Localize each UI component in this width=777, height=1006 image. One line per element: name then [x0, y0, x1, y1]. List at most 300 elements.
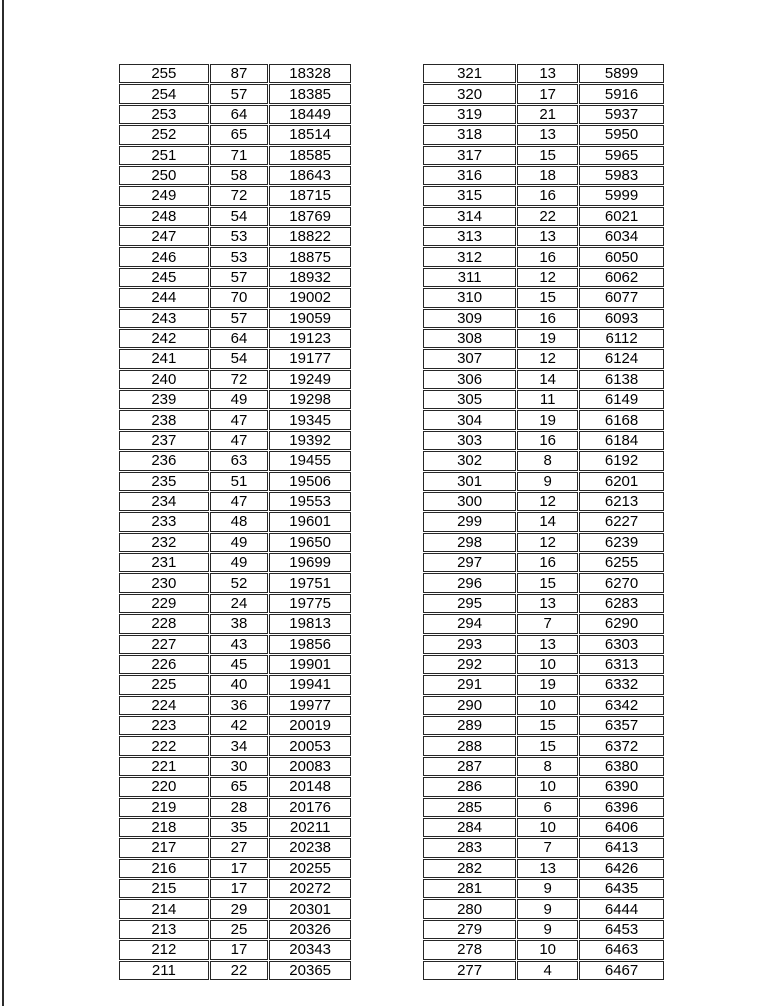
table-row: [423, 247, 664, 266]
table-cell: 45: [210, 655, 269, 674]
table-row: [119, 410, 351, 429]
table-cell: 244: [119, 288, 209, 307]
table-row: [423, 146, 664, 165]
table-cell: 9: [517, 899, 578, 918]
table-cell: 16: [517, 553, 578, 572]
table-cell: 17: [517, 84, 578, 103]
table-cell: 15: [517, 573, 578, 592]
table-cell: 6290: [579, 614, 664, 633]
table-cell: 6303: [579, 635, 664, 654]
table-cell: 19: [517, 410, 578, 429]
table-row: [119, 920, 351, 939]
table-row: [119, 757, 351, 776]
table-cell: 16: [517, 247, 578, 266]
table-cell: 314: [423, 207, 516, 226]
table-cell: 281: [423, 879, 516, 898]
table-cell: 313: [423, 227, 516, 246]
table-row: [423, 431, 664, 450]
table-cell: 216: [119, 859, 209, 878]
table-cell: 214: [119, 899, 209, 918]
table-cell: 231: [119, 553, 209, 572]
table-row: [423, 451, 664, 470]
table-cell: 20053: [269, 736, 351, 755]
table-cell: 225: [119, 675, 209, 694]
table-row: [423, 533, 664, 552]
table-row: [119, 533, 351, 552]
table-row: [119, 309, 351, 328]
table-row: [119, 940, 351, 959]
table-cell: 6372: [579, 736, 664, 755]
table-cell: 9: [517, 879, 578, 898]
table-row: [119, 736, 351, 755]
table-cell: 19699: [269, 553, 351, 572]
table-cell: 28: [210, 798, 269, 817]
table-cell: 319: [423, 105, 516, 124]
table-cell: 51: [210, 472, 269, 491]
table-row: [423, 512, 664, 531]
table-cell: 6332: [579, 675, 664, 694]
table-row: [119, 186, 351, 205]
table-row: [423, 573, 664, 592]
table-cell: 18875: [269, 247, 351, 266]
table-row: [423, 166, 664, 185]
table-cell: 6313: [579, 655, 664, 674]
table-row: [119, 675, 351, 694]
table-row: [119, 451, 351, 470]
table-row: [423, 716, 664, 735]
table-cell: 308: [423, 329, 516, 348]
table-cell: 287: [423, 757, 516, 776]
table-cell: 19856: [269, 635, 351, 654]
table-cell: 19: [517, 329, 578, 348]
table-cell: 288: [423, 736, 516, 755]
table-cell: 16: [517, 431, 578, 450]
table-cell: 5983: [579, 166, 664, 185]
table-cell: 6213: [579, 492, 664, 511]
table-cell: 289: [423, 716, 516, 735]
table-cell: 12: [517, 533, 578, 552]
table-cell: 15: [517, 716, 578, 735]
table-row: [119, 125, 351, 144]
table-cell: 72: [210, 186, 269, 205]
table-cell: 72: [210, 370, 269, 389]
table-cell: 6453: [579, 920, 664, 939]
table-cell: 6227: [579, 512, 664, 531]
table-cell: 9: [517, 472, 578, 491]
table-cell: 19775: [269, 594, 351, 613]
table-row: [423, 553, 664, 572]
table-cell: 15: [517, 146, 578, 165]
table-cell: 19977: [269, 696, 351, 715]
table-cell: 286: [423, 777, 516, 796]
table-cell: 243: [119, 309, 209, 328]
table-cell: 234: [119, 492, 209, 511]
table-cell: 20326: [269, 920, 351, 939]
table-cell: 35: [210, 818, 269, 837]
table-cell: 6201: [579, 472, 664, 491]
table-row: [119, 105, 351, 124]
table-cell: 12: [517, 349, 578, 368]
table-row: [423, 757, 664, 776]
table-cell: 16: [517, 309, 578, 328]
table-cell: 293: [423, 635, 516, 654]
table-cell: 250: [119, 166, 209, 185]
table-cell: 321: [423, 64, 516, 83]
table-cell: 6413: [579, 838, 664, 857]
table-row: [423, 105, 664, 124]
table-row: [423, 879, 664, 898]
table-cell: 54: [210, 207, 269, 226]
table-cell: 20238: [269, 838, 351, 857]
table-row: [119, 64, 351, 83]
table-cell: 12: [517, 268, 578, 287]
table-cell: 87: [210, 64, 269, 83]
table-cell: 279: [423, 920, 516, 939]
table-cell: 291: [423, 675, 516, 694]
table-cell: 285: [423, 798, 516, 817]
table-row: [119, 838, 351, 857]
table-cell: 228: [119, 614, 209, 633]
table-cell: 6390: [579, 777, 664, 796]
table-cell: 19601: [269, 512, 351, 531]
table-cell: 6093: [579, 309, 664, 328]
table-cell: 254: [119, 84, 209, 103]
table-cell: 247: [119, 227, 209, 246]
table-cell: 15: [517, 736, 578, 755]
table-cell: 239: [119, 390, 209, 409]
table-cell: 212: [119, 940, 209, 959]
table-row: [423, 940, 664, 959]
table-cell: 222: [119, 736, 209, 755]
table-cell: 19813: [269, 614, 351, 633]
table-row: [423, 899, 664, 918]
table-cell: 57: [210, 309, 269, 328]
table-cell: 246: [119, 247, 209, 266]
table-cell: 277: [423, 961, 516, 981]
table-cell: 249: [119, 186, 209, 205]
table-cell: 238: [119, 410, 209, 429]
table-row: [119, 390, 351, 409]
table-row: [119, 431, 351, 450]
table-cell: 237: [119, 431, 209, 450]
table-cell: 240: [119, 370, 209, 389]
table-cell: 49: [210, 553, 269, 572]
table-cell: 6357: [579, 716, 664, 735]
table-cell: 58: [210, 166, 269, 185]
table-cell: 19: [517, 675, 578, 694]
table-cell: 278: [423, 940, 516, 959]
table-cell: 49: [210, 533, 269, 552]
table-row: [423, 84, 664, 103]
table-cell: 10: [517, 777, 578, 796]
table-cell: 283: [423, 838, 516, 857]
table-cell: 43: [210, 635, 269, 654]
table-cell: 18822: [269, 227, 351, 246]
table-cell: 6270: [579, 573, 664, 592]
table-row: [423, 961, 664, 981]
table-cell: 13: [517, 227, 578, 246]
left-score-table: [118, 63, 352, 981]
table-cell: 13: [517, 64, 578, 83]
table-row: [423, 798, 664, 817]
table-cell: 17: [210, 859, 269, 878]
table-cell: 6342: [579, 696, 664, 715]
table-cell: 11: [517, 390, 578, 409]
table-cell: 232: [119, 533, 209, 552]
table-row: [423, 288, 664, 307]
table-cell: 312: [423, 247, 516, 266]
table-row: [423, 818, 664, 837]
table-cell: 252: [119, 125, 209, 144]
table-cell: 305: [423, 390, 516, 409]
table-cell: 6112: [579, 329, 664, 348]
table-cell: 245: [119, 268, 209, 287]
table-row: [423, 329, 664, 348]
table-cell: 9: [517, 920, 578, 939]
table-cell: 49: [210, 390, 269, 409]
table-cell: 280: [423, 899, 516, 918]
table-cell: 18514: [269, 125, 351, 144]
table-row: [119, 370, 351, 389]
table-cell: 284: [423, 818, 516, 837]
table-cell: 4: [517, 961, 578, 981]
table-cell: 6396: [579, 798, 664, 817]
table-cell: 18769: [269, 207, 351, 226]
table-cell: 48: [210, 512, 269, 531]
table-cell: 24: [210, 594, 269, 613]
table-cell: 310: [423, 288, 516, 307]
table-cell: 36: [210, 696, 269, 715]
table-cell: 223: [119, 716, 209, 735]
table-cell: 20019: [269, 716, 351, 735]
table-cell: 303: [423, 431, 516, 450]
table-row: [119, 594, 351, 613]
table-cell: 309: [423, 309, 516, 328]
table-row: [119, 472, 351, 491]
table-cell: 220: [119, 777, 209, 796]
table-cell: 25: [210, 920, 269, 939]
table-cell: 5916: [579, 84, 664, 103]
table-cell: 10: [517, 655, 578, 674]
table-cell: 34: [210, 736, 269, 755]
table-cell: 18: [517, 166, 578, 185]
table-cell: 47: [210, 410, 269, 429]
table-row: [423, 227, 664, 246]
table-row: [423, 614, 664, 633]
table-cell: 47: [210, 492, 269, 511]
table-cell: 316: [423, 166, 516, 185]
table-cell: 19059: [269, 309, 351, 328]
table-cell: 19506: [269, 472, 351, 491]
table-cell: 52: [210, 573, 269, 592]
table-row: [119, 614, 351, 633]
table-cell: 255: [119, 64, 209, 83]
table-cell: 19650: [269, 533, 351, 552]
table-cell: 71: [210, 146, 269, 165]
table-cell: 318: [423, 125, 516, 144]
table-cell: 20083: [269, 757, 351, 776]
table-cell: 230: [119, 573, 209, 592]
table-cell: 6062: [579, 268, 664, 287]
table-row: [423, 64, 664, 83]
table-cell: 17: [210, 879, 269, 898]
table-cell: 20301: [269, 899, 351, 918]
table-cell: 5999: [579, 186, 664, 205]
table-cell: 18715: [269, 186, 351, 205]
table-cell: 7: [517, 838, 578, 857]
table-cell: 18328: [269, 64, 351, 83]
table-cell: 5899: [579, 64, 664, 83]
table-cell: 6: [517, 798, 578, 817]
table-cell: 22: [210, 961, 269, 981]
table-cell: 6463: [579, 940, 664, 959]
table-cell: 6077: [579, 288, 664, 307]
table-cell: 6138: [579, 370, 664, 389]
table-cell: 42: [210, 716, 269, 735]
table-cell: 40: [210, 675, 269, 694]
table-row: [119, 696, 351, 715]
table-cell: 20255: [269, 859, 351, 878]
table-cell: 251: [119, 146, 209, 165]
table-row: [119, 329, 351, 348]
table-row: [423, 207, 664, 226]
table-row: [423, 594, 664, 613]
right-score-table: [422, 63, 665, 981]
table-row: [119, 492, 351, 511]
table-row: [423, 696, 664, 715]
table-cell: 10: [517, 696, 578, 715]
table-row: [119, 798, 351, 817]
table-cell: 27: [210, 838, 269, 857]
table-cell: 19941: [269, 675, 351, 694]
table-cell: 6380: [579, 757, 664, 776]
table-cell: 57: [210, 268, 269, 287]
table-cell: 8: [517, 757, 578, 776]
table-row: [119, 777, 351, 796]
table-cell: 6467: [579, 961, 664, 981]
table-row: [119, 655, 351, 674]
table-cell: 10: [517, 940, 578, 959]
table-cell: 6050: [579, 247, 664, 266]
table-cell: 299: [423, 512, 516, 531]
table-cell: 64: [210, 105, 269, 124]
table-cell: 6239: [579, 533, 664, 552]
table-cell: 19123: [269, 329, 351, 348]
table-cell: 13: [517, 125, 578, 144]
table-row: [423, 736, 664, 755]
table-cell: 301: [423, 472, 516, 491]
table-cell: 20148: [269, 777, 351, 796]
table-row: [423, 492, 664, 511]
table-cell: 18385: [269, 84, 351, 103]
table-row: [119, 146, 351, 165]
table-row: [423, 125, 664, 144]
table-row: [119, 84, 351, 103]
page-left-edge-rule: [2, 0, 4, 1006]
table-cell: 65: [210, 125, 269, 144]
table-cell: 298: [423, 533, 516, 552]
table-cell: 14: [517, 512, 578, 531]
table-cell: 6283: [579, 594, 664, 613]
table-cell: 20365: [269, 961, 351, 981]
table-cell: 29: [210, 899, 269, 918]
table-cell: 53: [210, 227, 269, 246]
table-cell: 47: [210, 431, 269, 450]
table-cell: 224: [119, 696, 209, 715]
table-row: [423, 838, 664, 857]
table-cell: 292: [423, 655, 516, 674]
table-row: [119, 961, 351, 981]
table-cell: 19298: [269, 390, 351, 409]
table-row: [423, 675, 664, 694]
table-cell: 6149: [579, 390, 664, 409]
table-cell: 13: [517, 635, 578, 654]
table-cell: 290: [423, 696, 516, 715]
table-row: [119, 268, 351, 287]
table-cell: 300: [423, 492, 516, 511]
table-cell: 236: [119, 451, 209, 470]
table-row: [119, 635, 351, 654]
table-cell: 54: [210, 349, 269, 368]
table-row: [423, 268, 664, 287]
table-cell: 6021: [579, 207, 664, 226]
table-row: [423, 472, 664, 491]
table-row: [119, 227, 351, 246]
table-cell: 8: [517, 451, 578, 470]
table-cell: 19249: [269, 370, 351, 389]
table-cell: 21: [517, 105, 578, 124]
table-cell: 38: [210, 614, 269, 633]
table-row: [119, 818, 351, 837]
table-cell: 304: [423, 410, 516, 429]
table-cell: 296: [423, 573, 516, 592]
table-cell: 5965: [579, 146, 664, 165]
table-cell: 5950: [579, 125, 664, 144]
table-row: [423, 777, 664, 796]
table-cell: 18643: [269, 166, 351, 185]
table-row: [423, 349, 664, 368]
table-cell: 235: [119, 472, 209, 491]
table-cell: 20176: [269, 798, 351, 817]
table-cell: 13: [517, 594, 578, 613]
table-row: [423, 186, 664, 205]
table-row: [423, 859, 664, 878]
table-cell: 16: [517, 186, 578, 205]
table-cell: 15: [517, 288, 578, 307]
table-row: [119, 288, 351, 307]
table-row: [119, 349, 351, 368]
table-cell: 18449: [269, 105, 351, 124]
table-row: [423, 410, 664, 429]
table-row: [119, 247, 351, 266]
table-cell: 248: [119, 207, 209, 226]
table-cell: 17: [210, 940, 269, 959]
table-cell: 311: [423, 268, 516, 287]
table-cell: 20211: [269, 818, 351, 837]
table-cell: 13: [517, 859, 578, 878]
table-cell: 6444: [579, 899, 664, 918]
table-cell: 213: [119, 920, 209, 939]
table-cell: 217: [119, 838, 209, 857]
table-cell: 19455: [269, 451, 351, 470]
table-row: [119, 859, 351, 878]
table-cell: 53: [210, 247, 269, 266]
table-cell: 22: [517, 207, 578, 226]
table-cell: 20343: [269, 940, 351, 959]
table-cell: 294: [423, 614, 516, 633]
table-cell: 219: [119, 798, 209, 817]
table-cell: 12: [517, 492, 578, 511]
